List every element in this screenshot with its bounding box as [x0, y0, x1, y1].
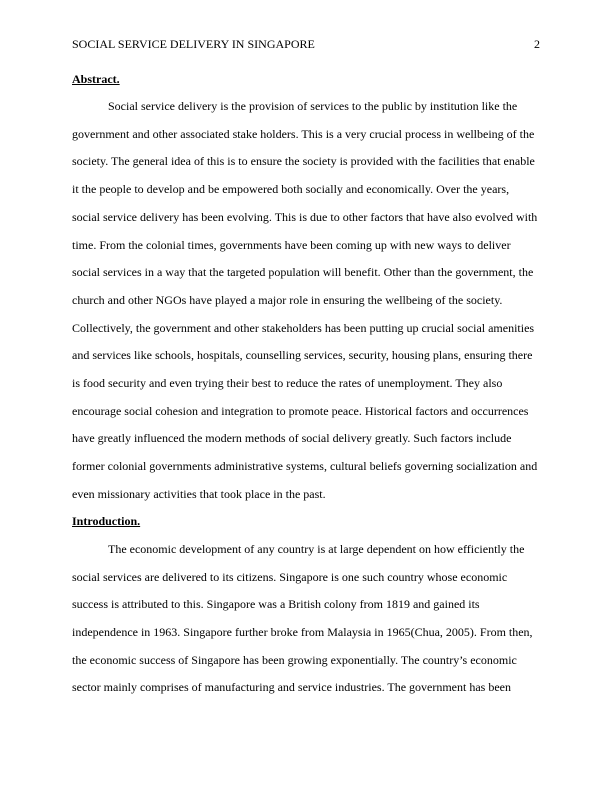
abstract-line: government and other associated stake holders. This is a very crucial process in wellbeing of the [72, 127, 535, 141]
abstract-line: Social service delivery is the provision of services to the public by institution like the [108, 99, 518, 113]
introduction-line: the economic success of Singapore has been growing exponentially. The country’s economic [72, 653, 517, 667]
abstract-line: Collectively, the government and other stakeholders has been putting up crucial social amenities [72, 321, 535, 335]
introduction-line: social services are delivered to its citizens. Singapore is one such country whose economic [72, 570, 508, 584]
introduction-heading: Introduction. [72, 514, 141, 528]
abstract-line: time. From the colonial times, governments have been coming up with new ways to deliver [72, 238, 511, 252]
abstract-line: and services like schools, hospitals, counselling services, security, housing plans, ensuring there [72, 348, 533, 362]
introduction-line: independence in 1963. Singapore further broke from Malaysia in 1965(Chua, 2005). From then, [72, 625, 533, 639]
introduction-line: sector mainly comprises of manufacturing and service industries. The government has been [72, 680, 511, 694]
abstract-line: church and other NGOs have played a major role in ensuring the wellbeing of the society. [72, 293, 503, 307]
page-header [72, 36, 540, 52]
abstract-line: even missionary activities that took place in the past. [72, 487, 326, 501]
abstract-line: former colonial governments administrative systems, cultural beliefs governing socialization and [72, 459, 538, 473]
abstract-line: have greatly influenced the modern methods of social delivery greatly. Such factors include [72, 431, 512, 445]
abstract-line: it the people to develop and be empowered both socially and economically. Over the years, [72, 182, 510, 196]
abstract-line: society. The general idea of this is to ensure the society is provided with the facilities that enable [72, 154, 535, 168]
introduction-line: success is attributed to this. Singapore was a British colony from 1819 and gained its [72, 597, 480, 611]
abstract-line: social service delivery has been evolving. This is due to other factors that have also evolved with [72, 210, 538, 224]
page-number: 2 [534, 37, 540, 51]
abstract-line: encourage social cohesion and integration to promote peace. Historical factors and occurrences [72, 404, 529, 418]
introduction-line: The economic development of any country is at large dependent on how efficiently the [108, 542, 525, 556]
running-head: SOCIAL SERVICE DELIVERY IN SINGAPORE [72, 37, 315, 51]
abstract-line: is food security and even trying their best to reduce the rates of unemployment. They also [72, 376, 503, 390]
abstract-heading: Abstract. [72, 72, 120, 86]
abstract-line: social services in a way that the targeted population will benefit. Other than the government, the [72, 265, 534, 279]
